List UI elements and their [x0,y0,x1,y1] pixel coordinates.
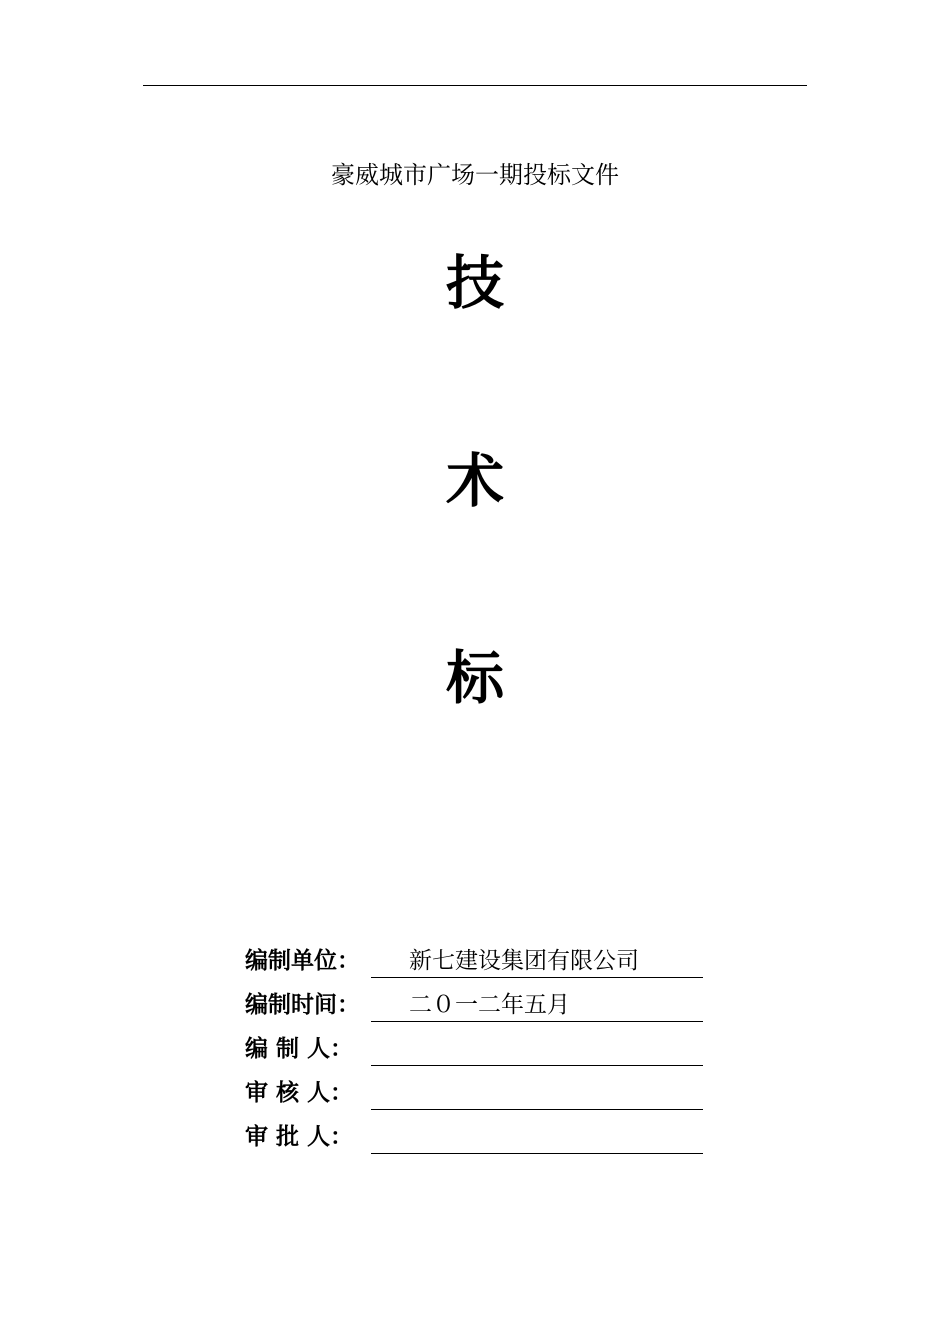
time-value: 二０一二年五月 [371,988,703,1022]
header-rule [143,85,807,86]
info-row-reviewer [245,1066,715,1110]
heading-char-3: 标 [445,644,504,712]
info-row-time [245,978,715,1022]
preparer-value [371,1032,703,1066]
approver-value [371,1120,703,1154]
preparer-label: 编 制 人： [245,1035,354,1062]
info-row-approver [245,1110,715,1154]
info-block [245,934,715,1154]
reviewer-value [371,1076,703,1110]
approver-label: 审 批 人： [245,1123,354,1150]
time-label: 编制时间： [245,991,360,1018]
unit-label: 编制单位： [245,947,360,974]
heading-char-2: 术 [445,447,504,515]
info-row-unit [245,934,715,978]
project-title: 豪威城市广场一期投标文件 [331,161,619,189]
heading-char-1: 技 [445,249,504,317]
reviewer-label: 审 核 人： [245,1079,354,1106]
info-row-preparer [245,1022,715,1066]
unit-value: 新七建设集团有限公司 [371,944,703,978]
